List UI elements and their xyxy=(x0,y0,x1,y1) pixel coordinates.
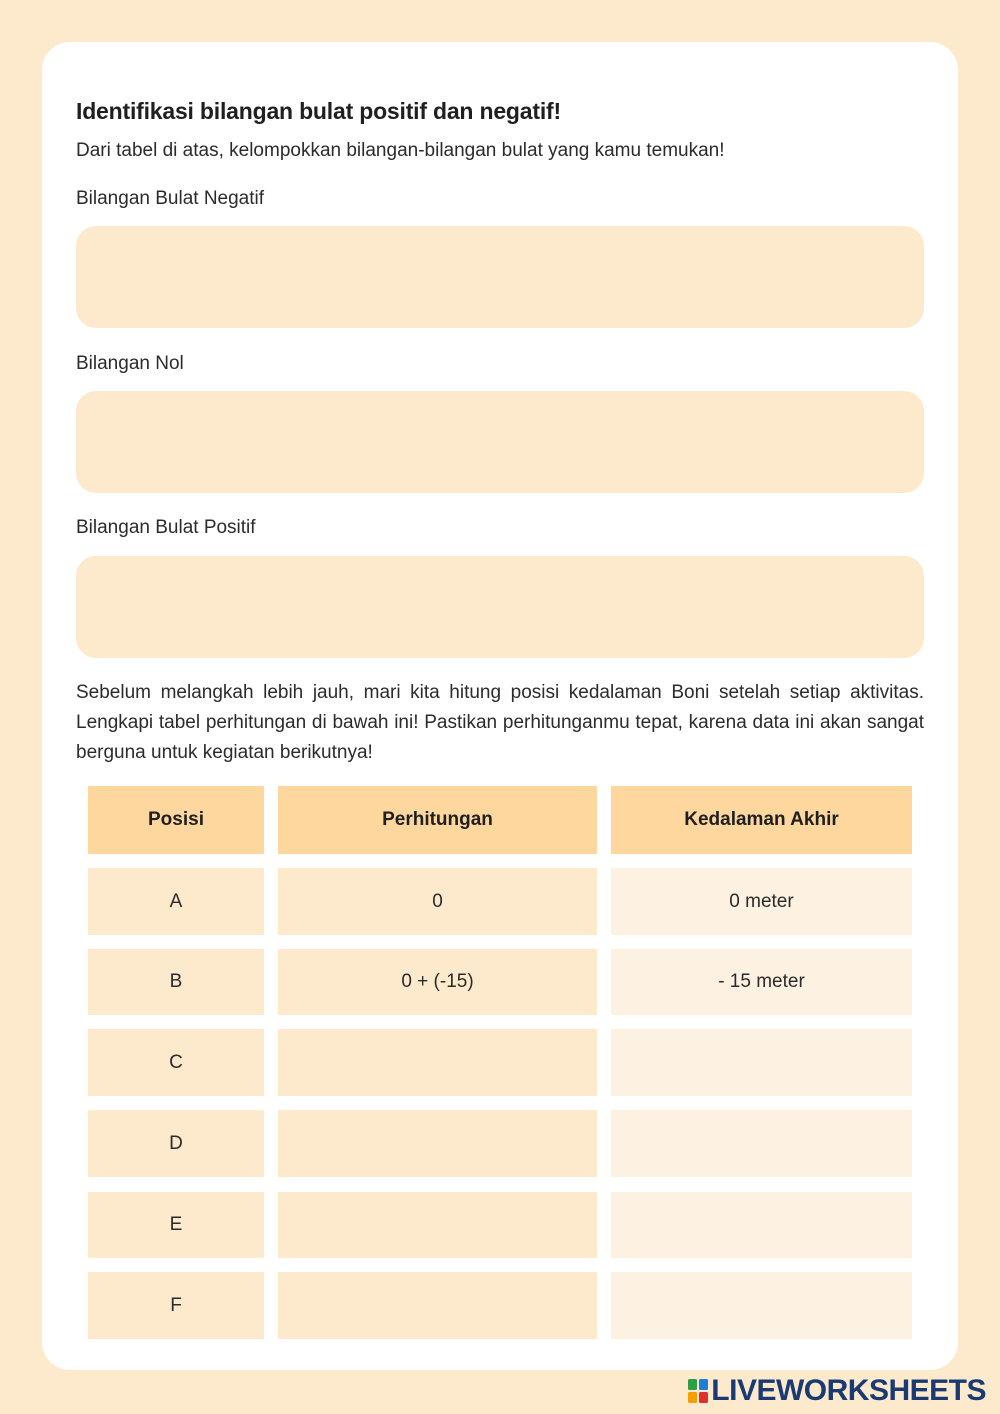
label-positive: Bilangan Bulat Positif xyxy=(76,517,256,538)
table-header-kedalaman: Kedalaman Akhir xyxy=(611,786,912,854)
table-row-a-kedalaman: 0 meter xyxy=(611,868,912,935)
zero-input[interactable] xyxy=(76,391,924,493)
table-row-d-kedalaman-input[interactable] xyxy=(611,1110,912,1177)
table-row-e-kedalaman-input[interactable] xyxy=(611,1192,912,1258)
page-subtitle: Dari tabel di atas, kelompokkan bilangan-bilangan bulat yang kamu temukan! xyxy=(76,140,725,161)
table-row-e-perhitungan-input[interactable] xyxy=(278,1192,597,1258)
table-row-b-posisi: B xyxy=(88,949,264,1015)
instructions-paragraph: Sebelum melangkah lebih jauh, mari kita hitung posisi kedalaman Boni setelah setiap aktivitas. Lengkapi tabel perhitungan di bawah ini! Pastikan perhitunganmu tepat, karena data ini akan sangat berguna untuk kegiatan berikutnya! xyxy=(76,682,924,763)
table-row-f-posisi: F xyxy=(88,1272,264,1339)
table-row-c-perhitungan-input[interactable] xyxy=(278,1029,597,1096)
table-header-posisi: Posisi xyxy=(88,786,264,854)
table-row-e-posisi: E xyxy=(88,1192,264,1258)
table-row-b-perhitungan: 0 + (-15) xyxy=(278,949,597,1015)
table-row-f-perhitungan-input[interactable] xyxy=(278,1272,597,1339)
liveworksheets-logo-icon xyxy=(687,1378,709,1404)
table-row-d-posisi: D xyxy=(88,1110,264,1177)
table-row-a-perhitungan: 0 xyxy=(278,868,597,935)
table-row-c-posisi: C xyxy=(88,1029,264,1096)
table-header-perhitungan: Perhitungan xyxy=(278,786,597,854)
page-title: Identifikasi bilangan bulat positif dan negatif! xyxy=(76,98,561,124)
table-row-c-kedalaman-input[interactable] xyxy=(611,1029,912,1096)
label-zero: Bilangan Nol xyxy=(76,353,184,374)
negative-integers-input[interactable] xyxy=(76,226,924,328)
brand-name: LIVEWORKSHEETS xyxy=(711,1374,986,1407)
liveworksheets-brand xyxy=(687,1374,986,1408)
table-row-a-posisi: A xyxy=(88,868,264,935)
table-row-d-perhitungan-input[interactable] xyxy=(278,1110,597,1177)
table-row-f-kedalaman-input[interactable] xyxy=(611,1272,912,1339)
positive-integers-input[interactable] xyxy=(76,556,924,658)
table-row-b-kedalaman: - 15 meter xyxy=(611,949,912,1015)
label-negative: Bilangan Bulat Negatif xyxy=(76,188,265,209)
